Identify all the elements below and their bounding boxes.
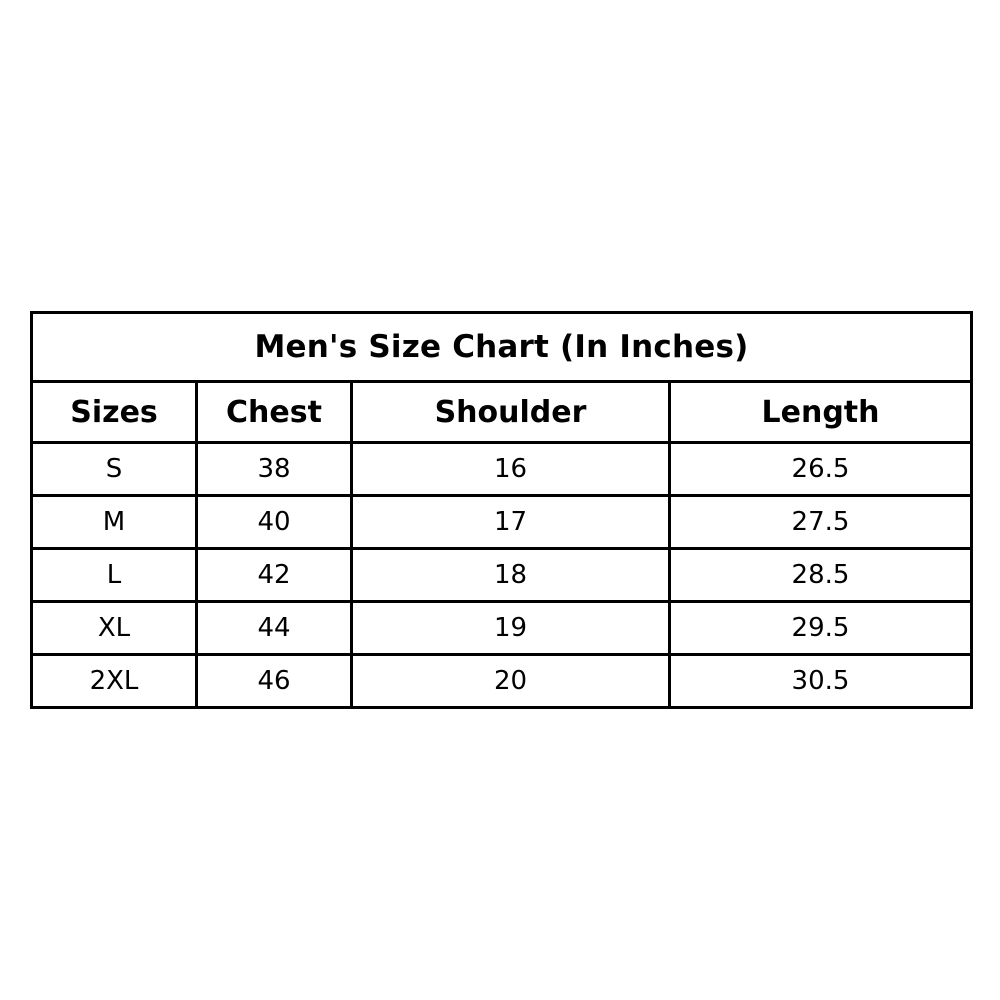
table-row — [32, 602, 972, 655]
cell-size: S — [32, 443, 197, 496]
cell-size: M — [32, 496, 197, 549]
cell-size: XL — [32, 602, 197, 655]
cell-shoulder: 16 — [352, 443, 670, 496]
cell-chest: 44 — [197, 602, 352, 655]
cell-size: L — [32, 549, 197, 602]
cell-length: 26.5 — [670, 443, 972, 496]
table-row — [32, 443, 972, 496]
cell-shoulder: 20 — [352, 655, 670, 708]
cell-chest: 40 — [197, 496, 352, 549]
cell-shoulder: 17 — [352, 496, 670, 549]
cell-length: 30.5 — [670, 655, 972, 708]
column-header-length: Length — [670, 382, 972, 443]
cell-shoulder: 18 — [352, 549, 670, 602]
chart-title: Men's Size Chart (In Inches) — [32, 313, 972, 382]
cell-chest: 46 — [197, 655, 352, 708]
cell-length: 28.5 — [670, 549, 972, 602]
column-header-chest: Chest — [197, 382, 352, 443]
size-chart-table — [30, 311, 973, 709]
size-chart-container — [30, 311, 970, 709]
cell-size: 2XL — [32, 655, 197, 708]
column-header-shoulder: Shoulder — [352, 382, 670, 443]
column-header-sizes: Sizes — [32, 382, 197, 443]
cell-chest: 38 — [197, 443, 352, 496]
table-header-row — [32, 382, 972, 443]
table-row — [32, 655, 972, 708]
table-row — [32, 496, 972, 549]
cell-length: 27.5 — [670, 496, 972, 549]
table-title-row — [32, 313, 972, 382]
table-row — [32, 549, 972, 602]
cell-chest: 42 — [197, 549, 352, 602]
cell-shoulder: 19 — [352, 602, 670, 655]
cell-length: 29.5 — [670, 602, 972, 655]
